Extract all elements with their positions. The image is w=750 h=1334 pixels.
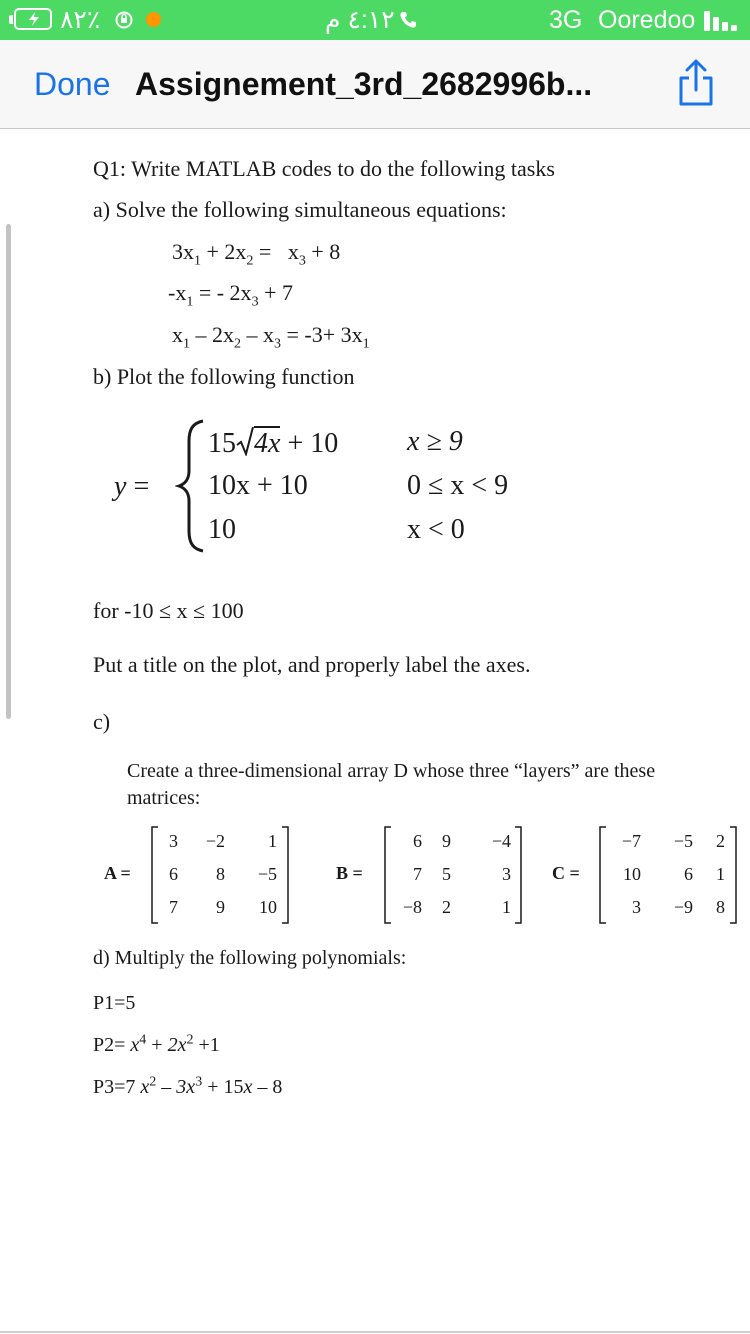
signal-strength-icon bbox=[704, 11, 740, 31]
share-icon[interactable] bbox=[676, 58, 716, 108]
matrix-b: 6 9 −4 7 5 3 −8 2 1 bbox=[383, 826, 523, 924]
part-d-heading: d) Multiply the following polynomials: bbox=[93, 947, 407, 969]
plot-range: for -10 ≤ x ≤ 100 bbox=[93, 598, 244, 623]
matrix-c: −7 −5 2 10 6 1 3 −9 8 bbox=[598, 826, 738, 924]
part-c-text-line-1: Create a three-dimensional array D whose three “layers” are these bbox=[127, 760, 656, 782]
matrix-c-label: C = bbox=[552, 863, 580, 883]
polynomial-p2: $P2= x^4 + 2x^2 +1$ bbox=[93, 1032, 220, 1056]
part-c-text-line-2: matrices: bbox=[127, 787, 201, 809]
document-viewer[interactable] bbox=[0, 129, 750, 1334]
done-button[interactable]: Done bbox=[34, 66, 111, 102]
left-brace bbox=[175, 419, 207, 553]
polynomial-p1: P1=5 bbox=[93, 992, 136, 1014]
status-bar bbox=[0, 0, 750, 40]
piece-3-condition: x < 0 bbox=[407, 514, 465, 545]
document-title: Assignement_3rd_2682996b... bbox=[135, 66, 593, 102]
equation-2: $-x_1$ = - $2x_3 + 7$ bbox=[168, 280, 293, 310]
recording-dot-icon bbox=[146, 12, 161, 27]
carrier-name: Ooredoo bbox=[598, 6, 696, 34]
piece-2-condition: 0 ≤ x < 9 bbox=[407, 470, 509, 501]
matrix-a-label: A = bbox=[104, 863, 131, 883]
part-c-heading: c) bbox=[93, 709, 111, 734]
battery-percent: ٨٢٪ bbox=[60, 6, 101, 34]
polynomial-p3: P3=7 $x^2 - 3x^3 + 15x - 8$ bbox=[93, 1074, 283, 1098]
equation-1: $3x_1 + 2x_2 = x_3 + 8$ bbox=[172, 239, 341, 269]
question-heading: Q1: Write MATLAB codes to do the following tasks bbox=[93, 156, 555, 181]
title-instruction: Put a title on the plot, and properly label the axes. bbox=[93, 652, 531, 677]
battery-icon bbox=[14, 8, 52, 30]
part-b-heading: b) Plot the following function bbox=[93, 364, 355, 389]
scroll-indicator[interactable] bbox=[6, 224, 11, 719]
network-type: 3G bbox=[549, 6, 583, 34]
navigation-bar bbox=[0, 40, 750, 129]
matrix-b-label: B = bbox=[336, 863, 363, 883]
piece-1-condition: x ≥ 9 bbox=[407, 426, 463, 457]
orientation-lock-icon bbox=[114, 10, 134, 30]
matrix-a: 3 −2 1 6 8 −5 7 9 10 bbox=[150, 826, 290, 924]
status-time: ٤:١٢ م bbox=[325, 6, 395, 34]
piece-2-expression: 10x + 10 bbox=[208, 470, 308, 501]
equation-3: $x_1 - 2x_2 - x_3 = -3+ 3x_1$ bbox=[172, 322, 370, 352]
part-a-heading: a) Solve the following simultaneous equations: bbox=[93, 197, 507, 222]
function-lhs: y = bbox=[114, 471, 150, 502]
piece-3-expression: 10 bbox=[208, 514, 236, 545]
bottom-divider bbox=[0, 1331, 750, 1333]
phone-call-icon bbox=[398, 10, 418, 30]
piece-1-expression: 15 4x + 10 bbox=[208, 428, 339, 459]
